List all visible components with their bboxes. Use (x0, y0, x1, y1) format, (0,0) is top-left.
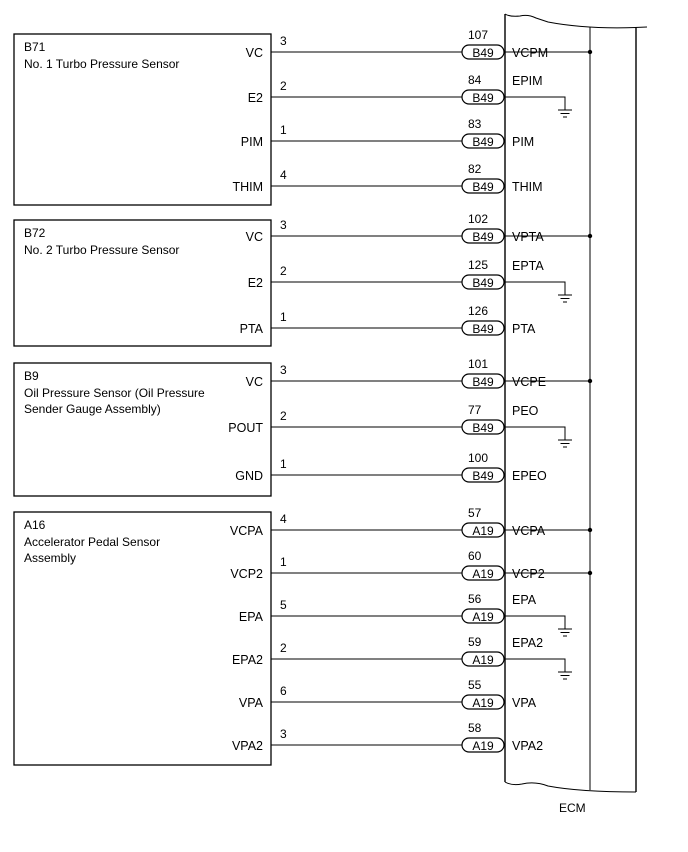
connector-code: B49 (472, 91, 494, 105)
sensor-code: B71 (24, 40, 46, 54)
terminal-number: 82 (468, 162, 482, 176)
ecm-signal-label: VCP2 (512, 567, 545, 581)
ground-icon (558, 295, 572, 302)
pin-label: VC (245, 46, 263, 60)
ground-wire (505, 659, 565, 672)
connection-b71-thim (271, 162, 543, 194)
ground-wire (505, 282, 565, 295)
pin-label: E2 (247, 91, 263, 105)
connection-a16-vpa (271, 678, 537, 710)
sensor-box-b71 (14, 34, 271, 205)
ecm-signal-label: VCPA (512, 524, 546, 538)
connection-a16-epa (271, 592, 572, 636)
terminal-number: 107 (468, 28, 489, 42)
wire-number: 1 (280, 310, 287, 324)
wire-number: 3 (280, 218, 287, 232)
ground-icon (558, 110, 572, 117)
terminal-number: 57 (468, 506, 482, 520)
sensor-name: Assembly (24, 551, 77, 565)
sensor-name: No. 1 Turbo Pressure Sensor (24, 57, 180, 71)
ecm-signal-label: PTA (512, 322, 536, 336)
connection-b71-vc (271, 28, 592, 60)
sensor-name: Oil Pressure Sensor (Oil Pressure (24, 386, 205, 400)
sensor-code: B9 (24, 369, 39, 383)
wire-number: 1 (280, 555, 287, 569)
pin-label: VC (245, 375, 263, 389)
terminal-number: 101 (468, 357, 489, 371)
connection-a16-vpa2 (271, 721, 543, 753)
wire-number: 3 (280, 34, 287, 48)
pin-label: VCPA (229, 524, 263, 538)
connector-code: A19 (472, 653, 494, 667)
terminal-number: 77 (468, 403, 482, 417)
connection-b71-e2 (271, 73, 572, 117)
sensor-name: Sender Gauge Assembly) (24, 402, 161, 416)
wire-number: 6 (280, 684, 287, 698)
wire-number: 3 (280, 363, 287, 377)
ecm-signal-label: EPA (512, 593, 537, 607)
connector-code: B49 (472, 375, 494, 389)
connection-a16-vcp2 (271, 549, 592, 581)
ground-wire (505, 616, 565, 629)
ecm-signal-label: PIM (512, 135, 535, 149)
ecm-signal-label: EPIM (512, 74, 543, 88)
ecm-signal-label: PEO (512, 404, 539, 418)
connector-code: A19 (472, 567, 494, 581)
sensor-box-b72 (14, 220, 271, 346)
ground-wire (505, 427, 565, 440)
connection-b71-pim (271, 117, 534, 149)
terminal-number: 83 (468, 117, 482, 131)
wire-number: 2 (280, 641, 287, 655)
sensor-boxes-layer (14, 34, 271, 765)
sensor-code: A16 (24, 518, 46, 532)
pin-label: E2 (247, 276, 263, 290)
pin-label: POUT (228, 421, 263, 435)
terminal-number: 58 (468, 721, 482, 735)
connection-b72-e2 (271, 258, 572, 302)
ecm-signal-label: EPA2 (512, 636, 544, 650)
sensor-box-outline (14, 512, 271, 765)
connection-a16-vcpa (271, 506, 592, 538)
sensor-box-outline (14, 220, 271, 346)
pin-label: PTA (239, 322, 263, 336)
connector-code: A19 (472, 739, 494, 753)
terminal-number: 60 (468, 549, 482, 563)
wires-layer (271, 28, 592, 753)
connector-code: A19 (472, 610, 494, 624)
pin-label: THIM (232, 180, 263, 194)
sensor-name: No. 2 Turbo Pressure Sensor (24, 243, 180, 257)
connector-code: B49 (472, 421, 494, 435)
ecm-signal-label: THIM (512, 180, 543, 194)
pin-label: VPA2 (231, 739, 263, 753)
terminal-number: 55 (468, 678, 482, 692)
ground-icon (558, 672, 572, 679)
pin-label: EPA (238, 610, 263, 624)
pin-label: VCP2 (230, 567, 263, 581)
wire-number: 3 (280, 727, 287, 741)
ground-wire (505, 97, 565, 110)
sensor-box-b9 (14, 363, 271, 496)
wire-number: 1 (280, 123, 287, 137)
connector-code: B49 (472, 180, 494, 194)
pin-label: VC (245, 230, 263, 244)
terminal-number: 84 (468, 73, 482, 87)
ecm-signal-label: VPTA (512, 230, 544, 244)
sensor-box-a16 (14, 512, 271, 765)
connector-code: B49 (472, 276, 494, 290)
connector-code: B49 (472, 230, 494, 244)
connection-a16-epa2 (271, 635, 572, 679)
wire-number: 5 (280, 598, 287, 612)
connection-b72-vc (271, 212, 592, 244)
pin-label: VPA (238, 696, 263, 710)
wire-number: 4 (280, 512, 287, 526)
ecm-signal-label: EPEO (512, 469, 547, 483)
sensor-name: Accelerator Pedal Sensor (24, 535, 161, 549)
pin-label: PIM (240, 135, 263, 149)
connector-code: A19 (472, 524, 494, 538)
ecm-label: ECM (559, 801, 586, 815)
wire-number: 1 (280, 457, 287, 471)
connector-code: A19 (472, 696, 494, 710)
ecm-signal-label: VPA2 (512, 739, 544, 753)
terminal-number: 59 (468, 635, 482, 649)
terminal-number: 102 (468, 212, 489, 226)
ground-icon (558, 440, 572, 447)
pin-label: GND (235, 469, 263, 483)
connection-b72-pta (271, 304, 536, 336)
wire-number: 2 (280, 409, 287, 423)
wire-number: 2 (280, 264, 287, 278)
ecm-left-border (505, 14, 647, 28)
ecm-signal-label: EPTA (512, 259, 544, 273)
connector-code: B49 (472, 46, 494, 60)
ecm-bottom-border (505, 782, 636, 792)
ground-icon (558, 629, 572, 636)
connector-code: B49 (472, 135, 494, 149)
connection-b9-vc (271, 357, 592, 389)
ecm-signal-label: VCPM (512, 46, 549, 60)
terminal-number: 126 (468, 304, 489, 318)
terminal-number: 56 (468, 592, 482, 606)
ecm-signal-label: VPA (512, 696, 537, 710)
sensor-code: B72 (24, 226, 46, 240)
wire-number: 2 (280, 79, 287, 93)
connector-code: B49 (472, 322, 494, 336)
terminal-number: 125 (468, 258, 489, 272)
terminal-number: 100 (468, 451, 489, 465)
pin-label: EPA2 (231, 653, 263, 667)
wire-number: 4 (280, 168, 287, 182)
connector-code: B49 (472, 469, 494, 483)
connection-b9-pout (271, 403, 572, 447)
ecm-signal-label: VCPE (512, 375, 547, 389)
